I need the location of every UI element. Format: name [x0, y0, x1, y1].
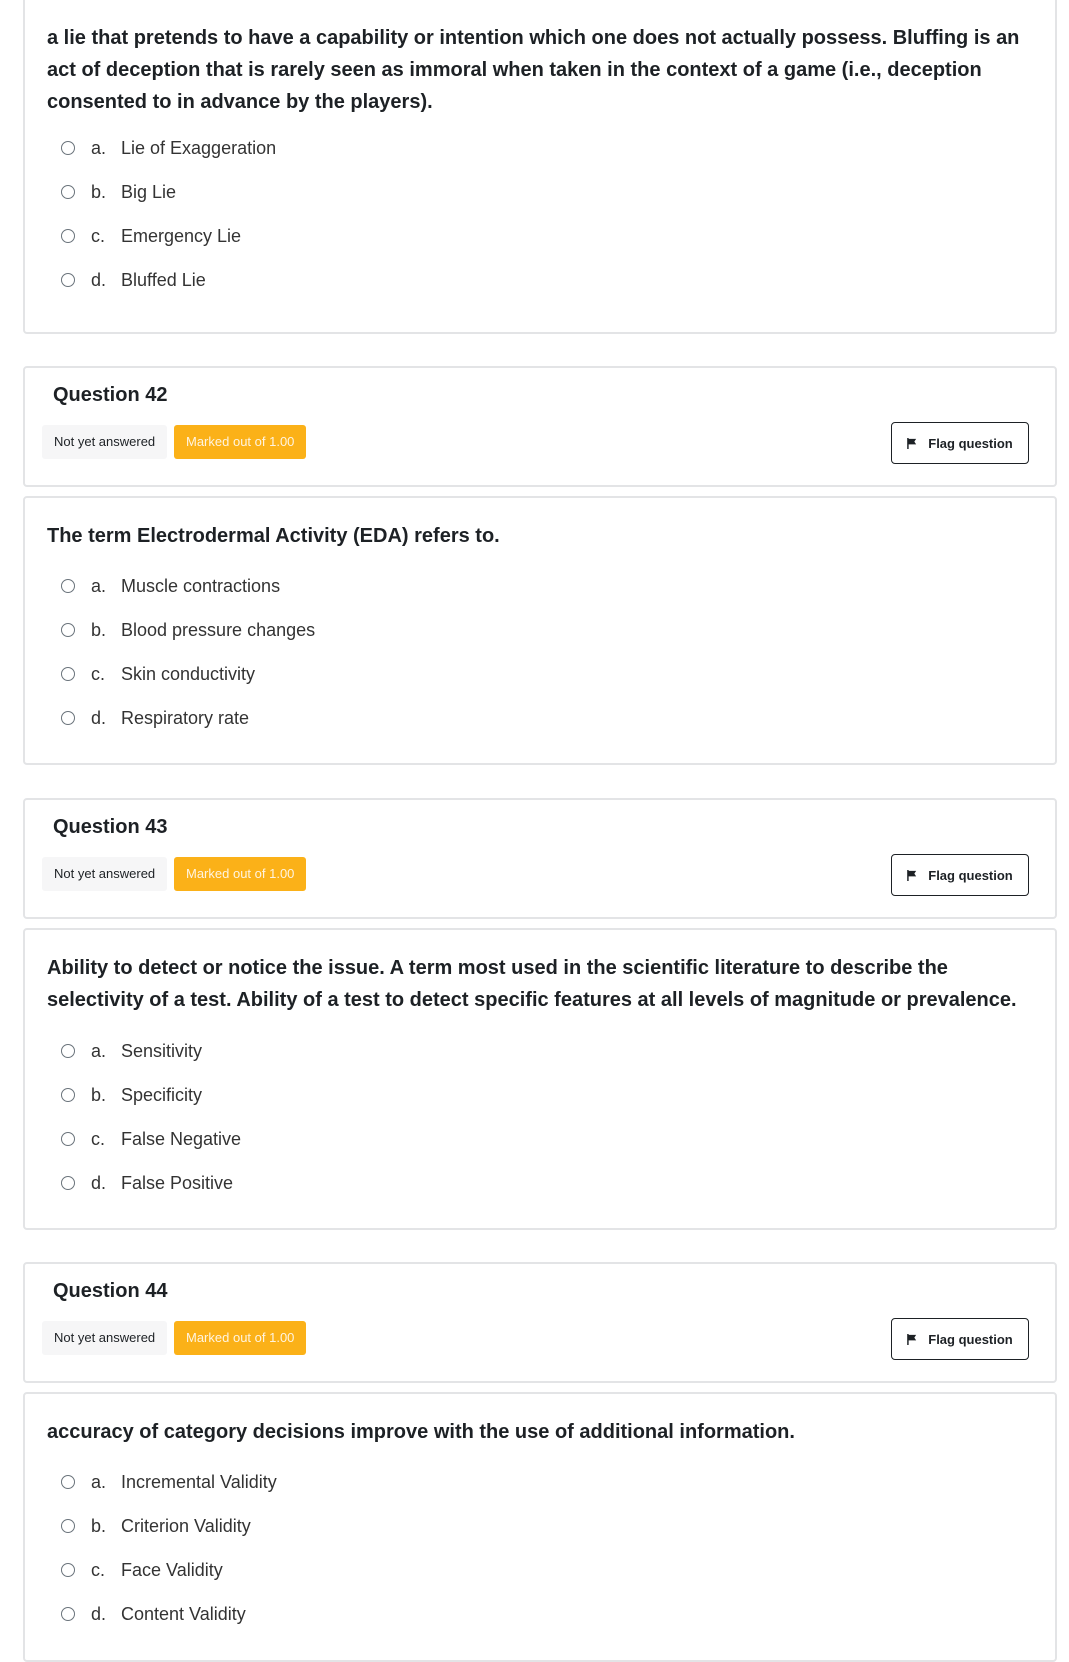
- option-43-d[interactable]: [61, 1169, 233, 1197]
- option-letter: b.: [91, 619, 107, 640]
- flag-question-button[interactable]: [891, 422, 1029, 464]
- option-letter: a.: [91, 1471, 107, 1492]
- question-41-body: [23, 0, 1057, 334]
- option-44-d[interactable]: [61, 1600, 246, 1628]
- option-label: Specificity: [121, 1084, 203, 1105]
- option-letter: d.: [91, 1172, 107, 1193]
- option-letter: d.: [91, 1603, 107, 1624]
- option-43-b[interactable]: [61, 1081, 202, 1109]
- status-badge: Not yet answered: [42, 1321, 167, 1355]
- question-42-body: [23, 496, 1057, 765]
- radio-icon[interactable]: [61, 1176, 75, 1190]
- flag-question-button[interactable]: [891, 854, 1029, 896]
- option-label: Incremental Validity: [121, 1471, 277, 1492]
- question-42-header: [23, 366, 1057, 487]
- mark-badge: Marked out of 1.00: [174, 857, 306, 891]
- radio-icon[interactable]: [61, 1044, 75, 1058]
- option-41-a[interactable]: [61, 134, 276, 162]
- question-title: Question 44: [53, 1280, 168, 1302]
- option-label: Content Validity: [121, 1603, 246, 1624]
- option-letter: b.: [91, 1084, 107, 1105]
- radio-icon[interactable]: [61, 1088, 75, 1102]
- question-title: Question 42: [53, 384, 168, 406]
- flag-question-label: Flag question: [928, 867, 1013, 883]
- question-41-text: a lie that pretends to have a capability or intention which one does not actually possess. Bluffing is an act of deception that is rarely seen as immoral when taken in the context of a game (i.e., deception consented to in advance by the players).: [47, 27, 1020, 113]
- option-letter: a.: [91, 575, 107, 596]
- option-label: False Negative: [121, 1128, 242, 1149]
- option-label: Sensitivity: [121, 1040, 203, 1061]
- flag-question-button[interactable]: [891, 1318, 1029, 1360]
- radio-icon[interactable]: [61, 579, 75, 593]
- question-43-header: [23, 798, 1057, 919]
- option-letter: a.: [91, 137, 107, 158]
- option-label: Face Validity: [121, 1559, 223, 1580]
- option-42-c[interactable]: [61, 660, 255, 688]
- option-label: Skin conductivity: [121, 663, 256, 684]
- option-label: Bluffed Lie: [121, 269, 206, 290]
- radio-icon[interactable]: [61, 185, 75, 199]
- radio-icon[interactable]: [61, 273, 75, 287]
- option-letter: c.: [91, 225, 106, 246]
- radio-icon[interactable]: [61, 1563, 75, 1577]
- flag-icon: [907, 870, 918, 881]
- flag-icon: [907, 1334, 918, 1345]
- status-badge: Not yet answered: [42, 857, 167, 891]
- option-letter: d.: [91, 707, 107, 728]
- radio-icon[interactable]: [61, 141, 75, 155]
- option-44-a[interactable]: [61, 1468, 277, 1496]
- option-label: Criterion Validity: [121, 1515, 251, 1536]
- radio-icon[interactable]: [61, 1132, 75, 1146]
- question-44-text: accuracy of category decisions improve with the use of additional information.: [47, 1421, 795, 1443]
- radio-icon[interactable]: [61, 667, 75, 681]
- flag-question-label: Flag question: [928, 1331, 1013, 1347]
- option-letter: b.: [91, 1515, 107, 1536]
- option-label: False Positive: [121, 1172, 234, 1193]
- mark-badge: Marked out of 1.00: [174, 425, 306, 459]
- mark-badge: Marked out of 1.00: [174, 1321, 306, 1355]
- option-42-b[interactable]: [61, 616, 315, 644]
- option-41-d[interactable]: [61, 266, 206, 294]
- question-44-header: [23, 1262, 1057, 1383]
- question-43-body: [23, 928, 1057, 1230]
- option-42-a[interactable]: [61, 572, 280, 600]
- radio-icon[interactable]: [61, 1607, 75, 1621]
- question-title: Question 43: [53, 816, 168, 838]
- option-41-b[interactable]: [61, 178, 176, 206]
- option-43-c[interactable]: [61, 1125, 241, 1153]
- option-42-d[interactable]: [61, 704, 249, 732]
- option-letter: b.: [91, 181, 107, 202]
- option-letter: c.: [91, 663, 106, 684]
- radio-icon[interactable]: [61, 711, 75, 725]
- option-letter: c.: [91, 1559, 106, 1580]
- option-letter: a.: [91, 1040, 107, 1061]
- option-letter: c.: [91, 1128, 106, 1149]
- question-43-text: Ability to detect or notice the issue. A term most used in the scientific literature to describe the selectivity of a test. Ability of a test to detect specific features at all levels of magnitude or prevalence.: [47, 957, 1017, 1011]
- question-44-body: [23, 1392, 1057, 1662]
- option-label: Respiratory rate: [121, 707, 250, 728]
- flag-icon: [907, 438, 918, 449]
- option-letter: d.: [91, 269, 107, 290]
- radio-icon[interactable]: [61, 1475, 75, 1489]
- option-label: Lie of Exaggeration: [121, 137, 277, 158]
- question-42-text: The term Electrodermal Activity (EDA) refers to.: [47, 525, 500, 547]
- option-label: Emergency Lie: [121, 225, 242, 246]
- option-43-a[interactable]: [61, 1037, 202, 1065]
- option-label: Muscle contractions: [121, 575, 281, 596]
- option-label: Big Lie: [121, 181, 177, 202]
- option-44-b[interactable]: [61, 1512, 251, 1540]
- option-44-c[interactable]: [61, 1556, 223, 1584]
- option-41-c[interactable]: [61, 222, 241, 250]
- radio-icon[interactable]: [61, 623, 75, 637]
- radio-icon[interactable]: [61, 1519, 75, 1533]
- status-badge: Not yet answered: [42, 425, 167, 459]
- radio-icon[interactable]: [61, 229, 75, 243]
- flag-question-label: Flag question: [928, 435, 1013, 451]
- option-label: Blood pressure changes: [121, 619, 316, 640]
